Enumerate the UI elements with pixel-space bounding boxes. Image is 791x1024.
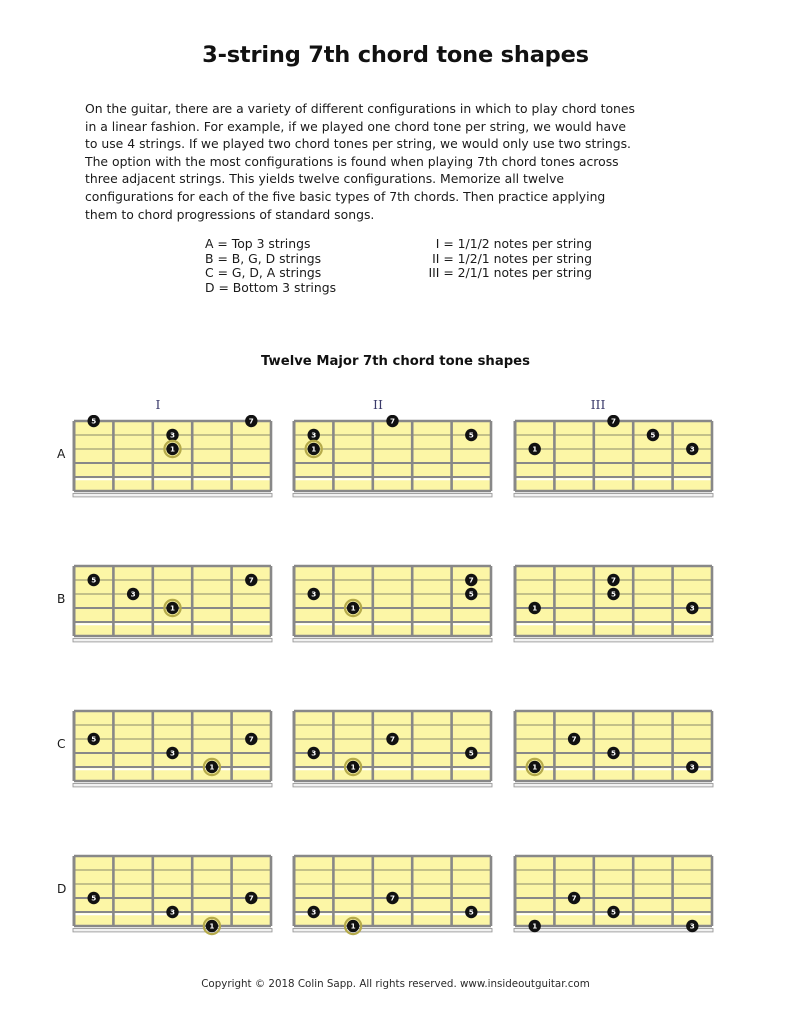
note-marker	[245, 892, 257, 904]
svg-text:3: 3	[169, 748, 176, 758]
legend-string-groups	[205, 237, 336, 295]
note-marker	[308, 429, 320, 441]
legend-item-iii: III = 2/1/1 notes per string	[428, 265, 592, 280]
svg-text:1: 1	[532, 603, 538, 613]
svg-text:5: 5	[91, 416, 97, 426]
note-marker	[686, 602, 698, 614]
section-title: Twelve Major 7th chord tone shapes	[261, 354, 530, 369]
row-label-a: A	[57, 447, 66, 461]
svg-text:7: 7	[248, 734, 254, 744]
row-label-b: B	[57, 592, 66, 606]
fretboard-c-i	[70, 705, 275, 787]
svg-text:1: 1	[209, 921, 215, 931]
note-marker	[465, 906, 477, 918]
note-marker	[204, 918, 220, 934]
svg-text:3: 3	[689, 444, 695, 454]
svg-text:7: 7	[571, 734, 577, 744]
legend-item-b: B = B, G, D strings	[205, 250, 322, 266]
note-marker	[345, 600, 361, 616]
column-header-iii: III	[590, 397, 606, 412]
note-marker	[308, 906, 320, 918]
note-marker	[245, 574, 257, 586]
note-marker	[306, 441, 322, 457]
column-header-ii: II	[373, 397, 383, 412]
svg-text:5: 5	[468, 748, 474, 758]
chord-shape-grid	[0, 385, 791, 965]
note-marker	[88, 892, 100, 904]
fretboard-d-i	[70, 850, 275, 932]
legend	[0, 237, 791, 307]
svg-text:7: 7	[389, 734, 396, 744]
svg-text:1: 1	[169, 444, 176, 454]
note-marker	[465, 747, 477, 759]
fretboard-b-ii	[290, 560, 495, 642]
fretboard-a-iii	[511, 415, 716, 497]
svg-text:1: 1	[532, 921, 538, 931]
fretboard-c-ii	[290, 705, 495, 787]
fretboard-a-ii	[290, 415, 495, 497]
note-marker	[386, 415, 398, 427]
note-marker	[465, 574, 477, 586]
note-marker	[88, 574, 100, 586]
svg-text:7: 7	[610, 416, 617, 426]
svg-text:5: 5	[468, 907, 474, 917]
svg-text:5: 5	[468, 589, 474, 599]
note-marker	[647, 429, 659, 441]
note-marker	[607, 747, 619, 759]
legend-item-ii: II = 1/2/1 notes per string	[432, 250, 592, 266]
svg-text:5: 5	[650, 430, 656, 440]
svg-text:3: 3	[311, 748, 317, 758]
legend-item-a: A = Top 3 strings	[205, 236, 311, 251]
note-marker	[88, 415, 100, 427]
note-marker	[204, 759, 220, 775]
note-marker	[607, 574, 619, 586]
note-marker	[568, 892, 580, 904]
svg-text:3: 3	[169, 907, 176, 917]
note-marker	[164, 600, 180, 616]
svg-text:5: 5	[91, 893, 97, 903]
note-marker	[166, 747, 178, 759]
legend-item-d: D = Bottom 3 strings	[205, 279, 337, 295]
note-marker	[527, 759, 543, 775]
legend-item-c: C = G, D, A strings	[205, 265, 322, 280]
note-marker	[607, 415, 619, 427]
note-marker	[345, 918, 361, 934]
svg-text:1: 1	[169, 603, 176, 613]
legend-item-i: I = 1/1/2 notes per string	[435, 236, 592, 251]
chord-row-a	[0, 385, 791, 530]
svg-text:5: 5	[610, 907, 617, 917]
svg-text:7: 7	[389, 416, 396, 426]
fretboard-d-iii	[511, 850, 716, 932]
note-marker	[308, 747, 320, 759]
note-marker	[686, 761, 698, 773]
note-marker	[345, 759, 361, 775]
fretboard-b-iii	[511, 560, 716, 642]
note-marker	[166, 429, 178, 441]
chord-row-c	[0, 675, 791, 820]
note-marker	[386, 733, 398, 745]
fretboard-d-ii	[290, 850, 495, 932]
svg-text:1: 1	[209, 762, 215, 772]
svg-text:3: 3	[311, 430, 317, 440]
column-header-i: I	[155, 397, 161, 412]
svg-text:5: 5	[91, 575, 97, 585]
svg-text:3: 3	[311, 589, 317, 599]
svg-text:7: 7	[248, 416, 254, 426]
svg-text:7: 7	[389, 893, 396, 903]
svg-text:5: 5	[91, 734, 97, 744]
page-title: 3-string 7th chord tone shapes	[202, 42, 589, 68]
note-marker	[164, 441, 180, 457]
note-marker	[386, 892, 398, 904]
chord-row-d	[0, 820, 791, 965]
svg-text:7: 7	[610, 575, 617, 585]
svg-text:3: 3	[169, 430, 176, 440]
svg-text:3: 3	[689, 921, 695, 931]
note-marker	[607, 906, 619, 918]
note-marker	[245, 415, 257, 427]
fretboard-a-i	[70, 415, 275, 497]
svg-text:1: 1	[350, 921, 356, 931]
row-label-d: D	[57, 882, 67, 896]
note-marker	[465, 588, 477, 600]
svg-text:1: 1	[532, 762, 538, 772]
note-marker	[607, 588, 619, 600]
svg-text:3: 3	[689, 603, 695, 613]
svg-text:5: 5	[468, 430, 474, 440]
row-label-c: C	[57, 737, 66, 751]
svg-text:7: 7	[248, 893, 254, 903]
chord-row-b	[0, 530, 791, 675]
note-marker	[166, 906, 178, 918]
note-marker	[686, 443, 698, 455]
svg-text:1: 1	[311, 444, 317, 454]
note-marker	[686, 920, 698, 932]
svg-text:1: 1	[532, 444, 538, 454]
svg-text:7: 7	[248, 575, 254, 585]
copyright-footer: Copyright © 2018 Colin Sapp. All rights reserved. www.insideoutguitar.com	[201, 978, 590, 990]
legend-note-distributions	[420, 237, 592, 281]
svg-text:3: 3	[130, 589, 136, 599]
note-marker	[127, 588, 139, 600]
note-marker	[245, 733, 257, 745]
svg-text:5: 5	[610, 748, 617, 758]
intro-paragraph: On the guitar, there are a variety of different configurations in which to play chord tones in a linear fashion. For example, if we played one chord tone per string, we would have to use 4 strings. If we played two chord tones per string, we would only use two strings. The option with the most configurations is found when playing 7th chord tones across three adjacent strings. This yields twelve configurations. Memorize all twelve configurations for each of the five basic types of 7th chords. Then practice applying them to chord progressions of standard songs.	[85, 101, 635, 222]
note-marker	[568, 733, 580, 745]
note-marker	[88, 733, 100, 745]
note-marker	[529, 920, 541, 932]
svg-text:1: 1	[350, 762, 356, 772]
svg-text:7: 7	[468, 575, 474, 585]
note-marker	[529, 443, 541, 455]
svg-text:5: 5	[610, 589, 617, 599]
svg-text:7: 7	[571, 893, 577, 903]
note-marker	[529, 602, 541, 614]
note-marker	[465, 429, 477, 441]
fretboard-c-iii	[511, 705, 716, 787]
fretboard-b-i	[70, 560, 275, 642]
svg-text:3: 3	[311, 907, 317, 917]
svg-text:1: 1	[350, 603, 356, 613]
svg-text:3: 3	[689, 762, 695, 772]
note-marker	[308, 588, 320, 600]
